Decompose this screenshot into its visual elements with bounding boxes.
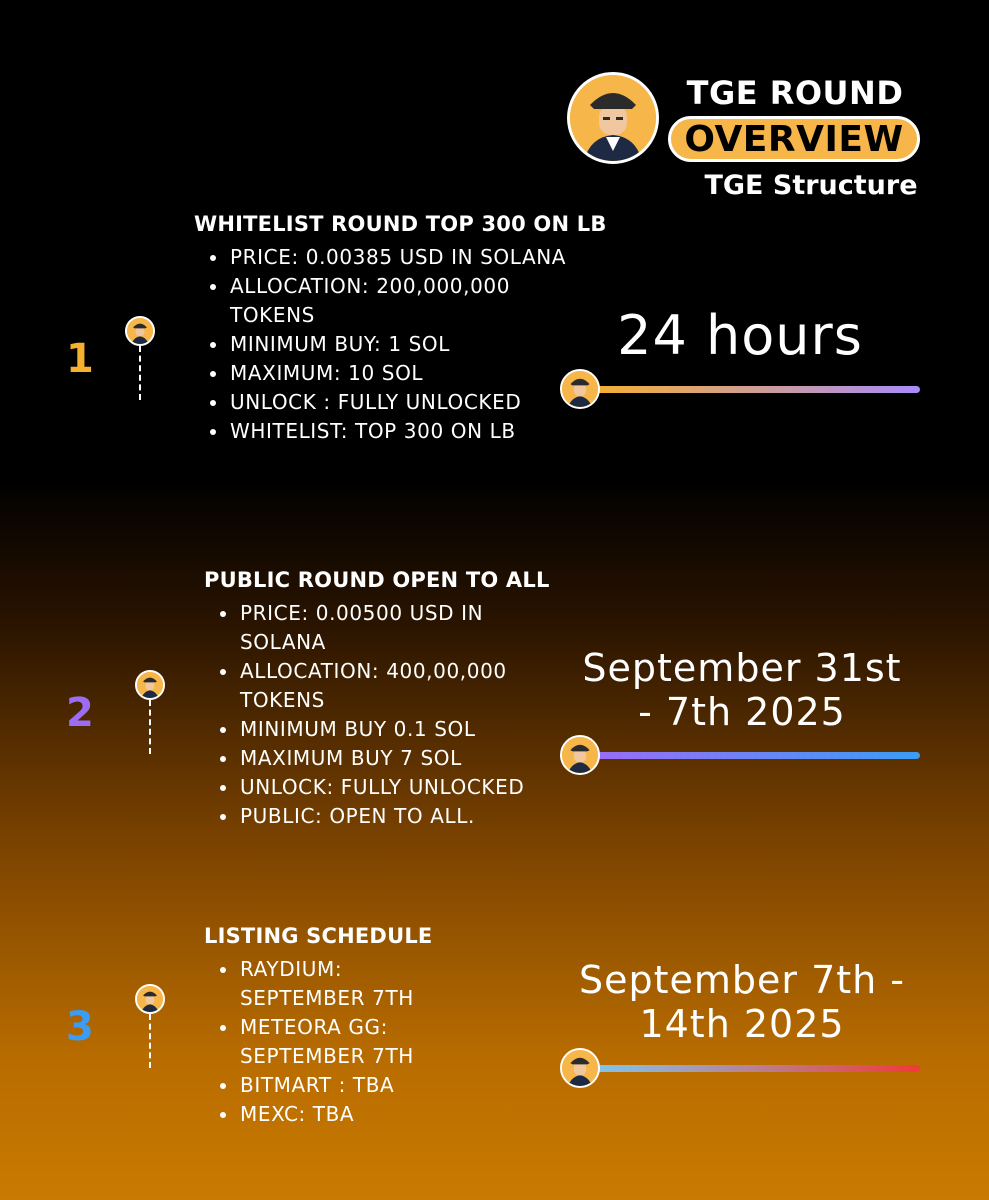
header-title-pill-text: OVERVIEW: [684, 118, 904, 160]
section-1-pin: [125, 316, 155, 400]
section-1-list: [204, 243, 574, 446]
avatar-icon: [560, 735, 600, 775]
pin-dashed-line: [149, 700, 151, 754]
list-item: PRICE: 0.00385 USD IN SOLANA: [204, 243, 574, 272]
section-3-timeline-text: September 7th - 14th 2025: [578, 958, 906, 1046]
list-item: UNLOCK: FULLY UNLOCKED: [214, 773, 564, 802]
list-item: UNLOCK : FULLY UNLOCKED: [204, 388, 574, 417]
list-item: PUBLIC: OPEN TO ALL.: [214, 802, 564, 831]
section-1-timeline-text: 24 hours: [617, 304, 863, 367]
section-3-list: [214, 955, 474, 1129]
avatar-icon: [125, 316, 155, 346]
section-3-pin: [135, 984, 165, 1068]
section-2-timeline-bar: [590, 752, 920, 759]
section-1-title: WHITELIST ROUND TOP 300 ON LB: [194, 212, 607, 236]
list-item: MINIMUM BUY 0.1 SOL: [214, 715, 564, 744]
section-3-title: LISTING SCHEDULE: [204, 924, 433, 948]
section-3-timeline-bar: [590, 1065, 920, 1072]
list-item: MAXIMUM: 10 SOL: [204, 359, 574, 388]
avatar-icon: [560, 1048, 600, 1088]
header-subtitle: TGE Structure: [704, 170, 918, 201]
list-item: WHITELIST: TOP 300 ON LB: [204, 417, 574, 446]
avatar-icon: [135, 670, 165, 700]
section-2-list: [214, 599, 564, 831]
section-2-number: 2: [66, 690, 94, 736]
header-title-pill: [668, 116, 920, 162]
avatar-icon: [560, 369, 600, 409]
section-3-number: 3: [66, 1004, 94, 1050]
section-2-title: PUBLIC ROUND OPEN TO ALL: [204, 568, 550, 592]
pin-dashed-line: [139, 346, 141, 400]
list-item: BITMART : TBA: [214, 1071, 474, 1100]
list-item: PRICE: 0.00500 USD IN SOLANA: [214, 599, 564, 657]
section-1-timeline-bar: [590, 386, 920, 393]
header-avatar: [567, 72, 659, 164]
header-title: TGE ROUND: [686, 74, 904, 112]
list-item: MEXC: TBA: [214, 1100, 474, 1129]
section-2-timeline-text: September 31st - 7th 2025: [582, 646, 902, 734]
section-2-pin: [135, 670, 165, 754]
list-item: MAXIMUM BUY 7 SOL: [214, 744, 564, 773]
list-item: MINIMUM BUY: 1 SOL: [204, 330, 574, 359]
pin-dashed-line: [149, 1014, 151, 1068]
section-1-number: 1: [66, 336, 94, 382]
list-item: RAYDIUM: SEPTEMBER 7TH: [214, 955, 474, 1013]
list-item: METEORA GG: SEPTEMBER 7TH: [214, 1013, 474, 1071]
avatar-icon: [135, 984, 165, 1014]
list-item: ALLOCATION: 200,000,000 TOKENS: [204, 272, 574, 330]
list-item: ALLOCATION: 400,00,000 TOKENS: [214, 657, 564, 715]
